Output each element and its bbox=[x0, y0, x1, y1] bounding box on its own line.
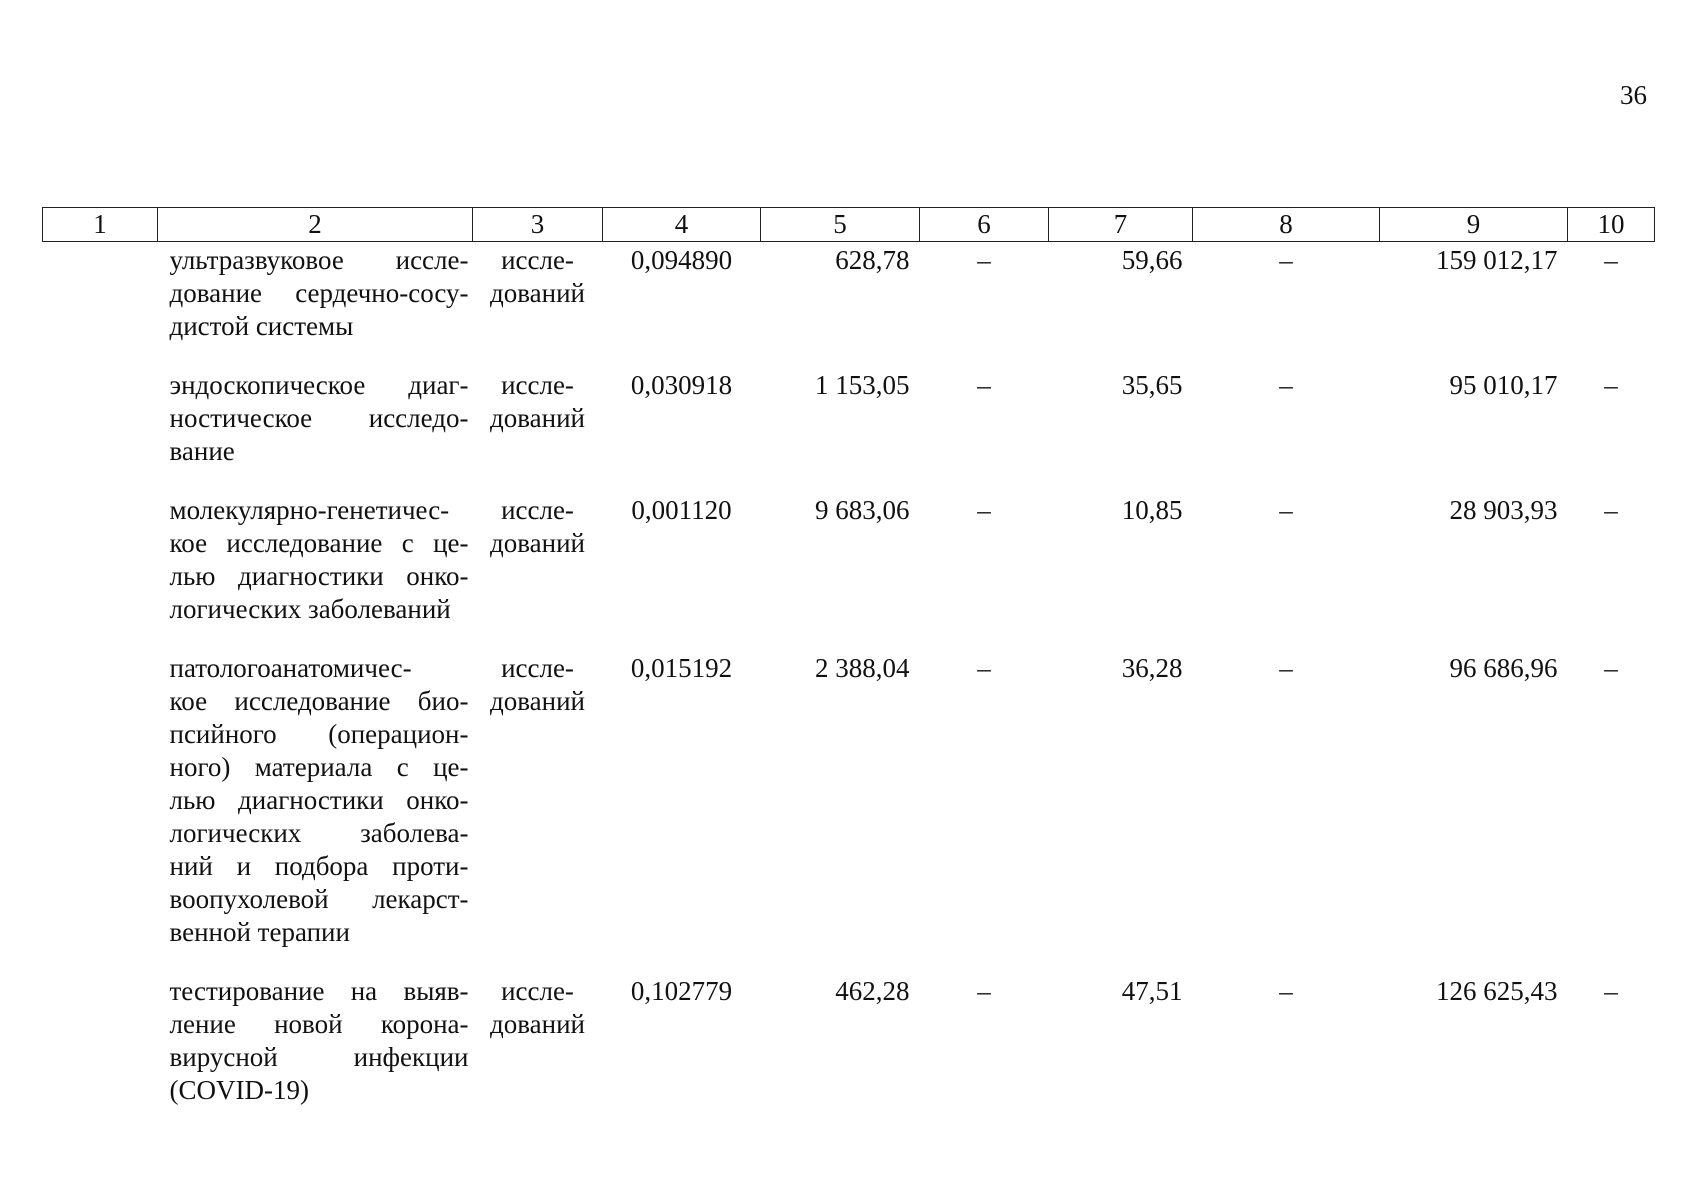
name-line: ультразвуковое иссле- bbox=[169, 245, 469, 275]
cell-name bbox=[158, 242, 473, 344]
table-header bbox=[43, 208, 1655, 242]
row-spacer bbox=[43, 626, 1655, 650]
column-header-2: 2 bbox=[158, 208, 473, 242]
cell-col10: – bbox=[1604, 495, 1618, 525]
column-header-9: 9 bbox=[1380, 208, 1568, 242]
cell-col6: – bbox=[977, 976, 991, 1006]
cell-col5: 2 388,04 bbox=[815, 653, 910, 683]
row-spacer-cell bbox=[43, 949, 1655, 973]
cell-col10: – bbox=[1604, 370, 1618, 400]
cell-col9: 95 010,17 bbox=[1449, 370, 1558, 400]
column-header-3: 3 bbox=[473, 208, 603, 242]
column-header-10: 10 bbox=[1568, 208, 1655, 242]
name-line: ний и подбора проти- bbox=[169, 851, 469, 881]
name-line: ление новой корона- bbox=[169, 1009, 469, 1039]
table-row bbox=[43, 492, 1655, 626]
cell-unit bbox=[473, 973, 603, 1107]
cell-col1 bbox=[43, 650, 158, 949]
row-spacer-cell bbox=[43, 468, 1655, 492]
cell-col5: 9 683,06 bbox=[815, 495, 910, 525]
page-number: 36 bbox=[1620, 80, 1647, 110]
row-spacer-cell bbox=[43, 626, 1655, 650]
table-row bbox=[43, 367, 1655, 468]
name-line: лью диагностики онко- bbox=[169, 561, 469, 591]
name-line: кое исследование био- bbox=[169, 686, 469, 716]
cell-col6: – bbox=[977, 245, 991, 275]
name-line: тестирование на выяв- bbox=[169, 976, 469, 1006]
cell-col4: 0,001120 bbox=[631, 495, 732, 525]
unit-line: иссле- bbox=[501, 245, 574, 275]
cell-name bbox=[158, 650, 473, 949]
unit-line: дований bbox=[490, 278, 585, 308]
cell-col7: 47,51 bbox=[1121, 976, 1183, 1006]
name-line: патологоанатомичес- bbox=[169, 653, 412, 683]
column-header-6: 6 bbox=[920, 208, 1049, 242]
cell-name bbox=[158, 492, 473, 626]
unit-line: иссле- bbox=[501, 653, 574, 683]
cell-col6: – bbox=[977, 370, 991, 400]
name-line: псийного (операцион- bbox=[169, 719, 469, 749]
column-header-4: 4 bbox=[603, 208, 761, 242]
name-line: вание bbox=[169, 436, 235, 466]
cell-col8: – bbox=[1279, 653, 1293, 683]
cell-col10: – bbox=[1604, 976, 1618, 1006]
table-row bbox=[43, 242, 1655, 344]
name-line: логических заболева- bbox=[169, 818, 469, 848]
cell-col9: 126 625,43 bbox=[1436, 976, 1558, 1006]
column-header-7: 7 bbox=[1049, 208, 1193, 242]
name-line: логических заболеваний bbox=[169, 594, 451, 624]
cell-unit bbox=[473, 492, 603, 626]
name-line: венной терапии bbox=[169, 917, 350, 947]
name-line: кое исследование с це- bbox=[169, 528, 469, 558]
cell-col10: – bbox=[1604, 653, 1618, 683]
cell-col1 bbox=[43, 242, 158, 344]
name-line: вирусной инфекции bbox=[169, 1042, 469, 1072]
cell-col5: 628,78 bbox=[835, 245, 910, 275]
table-row bbox=[43, 650, 1655, 949]
cell-col6: – bbox=[977, 495, 991, 525]
name-line: ного) материала с це- bbox=[169, 752, 469, 782]
row-spacer bbox=[43, 468, 1655, 492]
cell-col9: 159 012,17 bbox=[1436, 245, 1558, 275]
cell-col1 bbox=[43, 973, 158, 1107]
cell-unit bbox=[473, 242, 603, 344]
cell-col7: 36,28 bbox=[1121, 653, 1183, 683]
unit-line: иссле- bbox=[501, 495, 574, 525]
cell-name bbox=[158, 973, 473, 1107]
name-line: дование сердечно-сосу- bbox=[169, 278, 469, 308]
name-line: молекулярно-генетичес- bbox=[169, 495, 450, 525]
unit-line: дований bbox=[490, 1009, 585, 1039]
name-line: (COVID-19) bbox=[169, 1075, 309, 1105]
column-header-5: 5 bbox=[761, 208, 920, 242]
cell-col8: – bbox=[1279, 495, 1293, 525]
name-line: эндоскопическое диаг- bbox=[169, 370, 469, 400]
header-row bbox=[43, 208, 1655, 242]
name-line: дистой системы bbox=[169, 311, 354, 341]
row-spacer bbox=[43, 343, 1655, 367]
table-body bbox=[43, 242, 1655, 1108]
cell-col1 bbox=[43, 492, 158, 626]
row-spacer-cell bbox=[43, 343, 1655, 367]
cell-col5: 462,28 bbox=[835, 976, 910, 1006]
cell-col8: – bbox=[1279, 976, 1293, 1006]
cell-col4: 0,030918 bbox=[630, 370, 733, 400]
cell-col8: – bbox=[1279, 370, 1293, 400]
cell-col7: 59,66 bbox=[1121, 245, 1183, 275]
cell-col1 bbox=[43, 367, 158, 468]
name-line: воопухолевой лекарст- bbox=[169, 884, 469, 914]
cell-col4: 0,102779 bbox=[630, 976, 733, 1006]
row-spacer bbox=[43, 949, 1655, 973]
cell-col9: 96 686,96 bbox=[1449, 653, 1558, 683]
unit-line: иссле- bbox=[501, 976, 574, 1006]
cell-name bbox=[158, 367, 473, 468]
unit-line: дований bbox=[490, 403, 585, 433]
cell-col6: – bbox=[977, 653, 991, 683]
cell-col5: 1 153,05 bbox=[815, 370, 910, 400]
unit-line: дований bbox=[490, 528, 585, 558]
cell-unit bbox=[473, 367, 603, 468]
cell-col7: 10,85 bbox=[1121, 495, 1183, 525]
cell-col4: 0,094890 bbox=[630, 245, 733, 275]
column-header-1: 1 bbox=[43, 208, 158, 242]
cell-col10: – bbox=[1604, 245, 1618, 275]
unit-line: дований bbox=[490, 686, 585, 716]
data-table bbox=[42, 207, 1655, 1107]
table-row bbox=[43, 973, 1655, 1107]
cell-col8: – bbox=[1279, 245, 1293, 275]
name-line: лью диагностики онко- bbox=[169, 785, 469, 815]
cell-col7: 35,65 bbox=[1121, 370, 1183, 400]
cell-col9: 28 903,93 bbox=[1449, 495, 1558, 525]
unit-line: иссле- bbox=[501, 370, 574, 400]
column-header-8: 8 bbox=[1193, 208, 1380, 242]
name-line: ностическое исследо- bbox=[169, 403, 469, 433]
cell-col4: 0,015192 bbox=[630, 653, 733, 683]
cell-unit bbox=[473, 650, 603, 949]
